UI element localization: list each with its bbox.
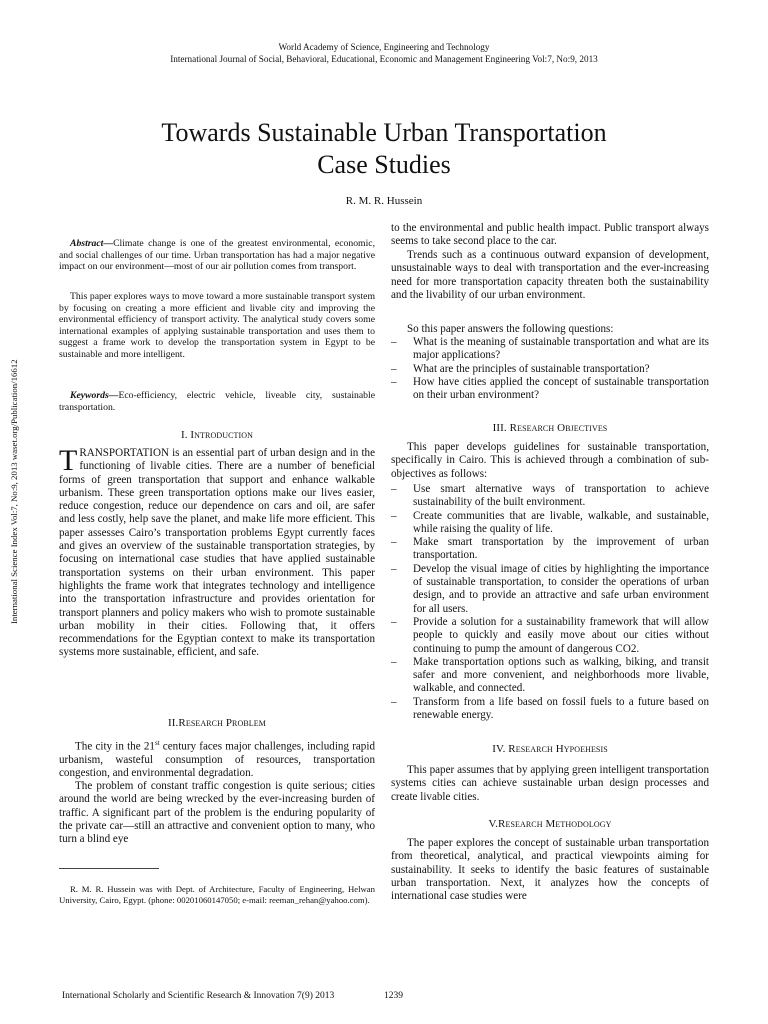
journal-volume: International Journal of Social, Behavioral, Educational, Economic and Management Engineering Vol:7, No:9, 2013: [170, 54, 598, 64]
section-heading-research-methodology: [391, 818, 709, 830]
dash-bullet: –: [391, 336, 397, 348]
section-number: I.: [180, 429, 191, 441]
dash-bullet: –: [391, 483, 397, 495]
section-heading-research-problem: [59, 717, 375, 729]
dash-bullet: –: [391, 509, 397, 522]
abstract-label: Abstract—: [70, 238, 114, 249]
section-number: V.: [488, 818, 499, 830]
section-number: III.: [492, 422, 510, 434]
trends-paragraph: Trends such as a continuous outward expansion of development, unsustainable ways to deal with transportation and the ever-increasing need for more transportation capacity threaten both the sustainability and the livability of our urban environment.: [391, 249, 709, 301]
question-text: What is the meaning of sustainable transportation and what are its major applications?: [413, 336, 709, 362]
objective-text: Use smart alternative ways of transportation to achieve sustainability of the built environment.: [413, 483, 709, 509]
list-item: [391, 536, 709, 563]
paper-title: [0, 117, 768, 181]
dash-bullet: –: [391, 615, 397, 628]
dash-bullet: –: [391, 695, 397, 708]
dash-bullet: –: [391, 362, 397, 375]
list-item: [391, 563, 709, 616]
list-item: [391, 696, 709, 723]
section-title: Research Objectives: [509, 422, 608, 434]
title-line-1: Towards Sustainable Urban Transportation: [161, 118, 607, 147]
page-number: 1239: [384, 991, 403, 1001]
footnote-divider: [59, 868, 159, 869]
sidebar-index-link[interactable]: International Science Index Vol:7, No:9, 2013 waset.org/Publication/16612: [9, 359, 19, 624]
list-item: [391, 656, 709, 696]
section-title: Research Methodology: [498, 818, 612, 830]
abstract-p2: This paper explores ways to move toward a more sustainable transport system by focusing on creating a more efficient and livable city and improving the environmental efficiency of transport activity. The analytical study covers some international examples of applying sustainable transportation and uses them to suggest a frame work to develop the transportation system in Egypt to be sustainable and more intelligent.: [59, 291, 375, 360]
abstract-p1: [59, 238, 375, 273]
introduction-paragraph: [59, 444, 375, 660]
problem-p1-rest: century faces major challenges, including rapid urbanism, wasteful consumption of resources, transportation congestion, and environmental degradation.: [59, 740, 375, 780]
question-text: What are the principles of sustainable transportation?: [413, 362, 650, 375]
question-text: How have cities applied the concept of sustainable transportation on their urban environment?: [413, 375, 709, 402]
dash-bullet: –: [391, 655, 397, 668]
keywords: [59, 390, 375, 413]
footer-publisher: International Scholarly and Scientific Research & Innovation 7(9) 2013: [62, 991, 335, 1001]
questions-intro: So this paper answers the following questions:: [407, 323, 614, 335]
list-item: [391, 483, 709, 510]
list-item: [391, 376, 709, 403]
keywords-text: Eco-efficiency, electric vehicle, liveable city, sustainable transportation.: [59, 390, 375, 413]
objectives-intro: This paper develops guidelines for sustainable transportation, specifically in Cairo. This is achieved through a combination of sub-objectives as follows:: [391, 441, 709, 480]
problem-p1: [59, 737, 375, 781]
list-item: [391, 336, 709, 363]
objective-text: Make transportation options such as walking, biking, and transit safer and more convenient, and neighborhoods more livable, walkable, and connected.: [413, 655, 709, 695]
section-title: Research Problem: [178, 717, 266, 729]
section-title: Introduction: [190, 429, 254, 441]
keywords-label: Keywords—: [70, 390, 119, 401]
author-footnote: R. M. R. Hussein was with Dept. of Architecture, Faculty of Engineering, Helwan University, Cairo, Egypt. (phone: 00201060147050; e-mail: reeman_rehan@yahoo.com).: [59, 884, 375, 905]
section-number: IV.: [492, 743, 509, 755]
methodology-paragraph: The paper explores the concept of sustainable urban transportation from theoretical, analytical, and practical viewpoints aiming for sustainability. It seeks to identify the basic features of sustainable urban transportation. Next, it analyzes how the concepts of international case studies were: [391, 837, 709, 903]
section-heading-research-objectives: [391, 422, 709, 434]
problem-continued: to the environmental and public health impact. Public transport always seems to take second place to the car.: [391, 222, 709, 248]
dash-bullet: –: [391, 375, 397, 388]
list-item: [391, 616, 709, 656]
objective-text: Provide a solution for a sustainability framework that will allow people to quickly and easily move about our cities without continuing to pump the amount of dangerous CO2.: [413, 615, 709, 655]
author: R. M. R. Hussein: [345, 195, 423, 207]
introduction-text: RANSPORTATION is an essential part of urban design and in the functioning of livable cities. There are a number of beneficial forms of green transportation that support and enhance walkable urbanism. These green transportation options make our lives easier, reduce congestion, reduce our dependence on cars and oil, are safer and less costly, help save the planet, and make life more efficient. This paper assesses Cairo’s transportation problems Egypt currently faces and gives an overview of the sustainable transportation strategies, by focusing on international case studies that have applied sustainable transportation systems on their urban environment. This paper highlights the frame work that integrates technology and intelligence into the transportation infrastructure and provides orientation for transport planners and policy makers who wish to promote sustainable urban mobility in their cities. Following that, it offers recommendations for the Egyptian context to make its transportation systems more sustainable, efficient, and safe.: [59, 447, 375, 659]
superscript: st: [154, 739, 160, 747]
objective-text: Make smart transportation by the improvement of urban transportation.: [413, 536, 709, 562]
list-item: [391, 363, 709, 376]
objective-text: Develop the visual image of cities by highlighting the importance of sustainable transportation, to consider the operations of urban design, and to provide an attractive and safe urban environment for all users.: [413, 562, 709, 615]
section-heading-introduction: [59, 429, 375, 441]
dash-bullet: –: [391, 536, 397, 549]
problem-p1-text: The city in the 21: [75, 740, 155, 753]
title-line-2: Case Studies: [317, 150, 451, 179]
objectives-list: [391, 483, 709, 722]
problem-p2: The problem of constant traffic congestion is quite serious; cities around the world are being wrecked by the ever-increasing burden of traffic. A significant part of the problem is the enduring popularity of the private car—still an attractive and convenient option to many, who turn a blind eye: [59, 780, 375, 846]
drop-cap: T: [59, 444, 78, 477]
objective-text: Create communities that are livable, walkable, and sustainable, while raising the quality of life.: [413, 509, 709, 535]
questions-list: [391, 336, 709, 402]
section-number: II.: [168, 717, 179, 729]
abstract-text: Climate change is one of the greatest environmental, economic, and social challenges of our time. Urban transportation has had a major negative impact on our environment—most of our air pollution comes from transport.: [59, 238, 375, 273]
section-title: Research Hypoehesis: [508, 743, 608, 755]
list-item: [391, 510, 709, 537]
hypothesis-paragraph: This paper assumes that by applying green intelligent transportation systems cities can achieve sustainable urban design processes and create livable cities.: [391, 764, 709, 803]
section-heading-research-hypothesis: [391, 743, 709, 755]
objective-text: Transform from a life based on fossil fuels to a future based on renewable energy.: [413, 695, 709, 722]
dash-bullet: –: [391, 562, 397, 575]
journal-name: World Academy of Science, Engineering and Technology: [278, 42, 490, 52]
